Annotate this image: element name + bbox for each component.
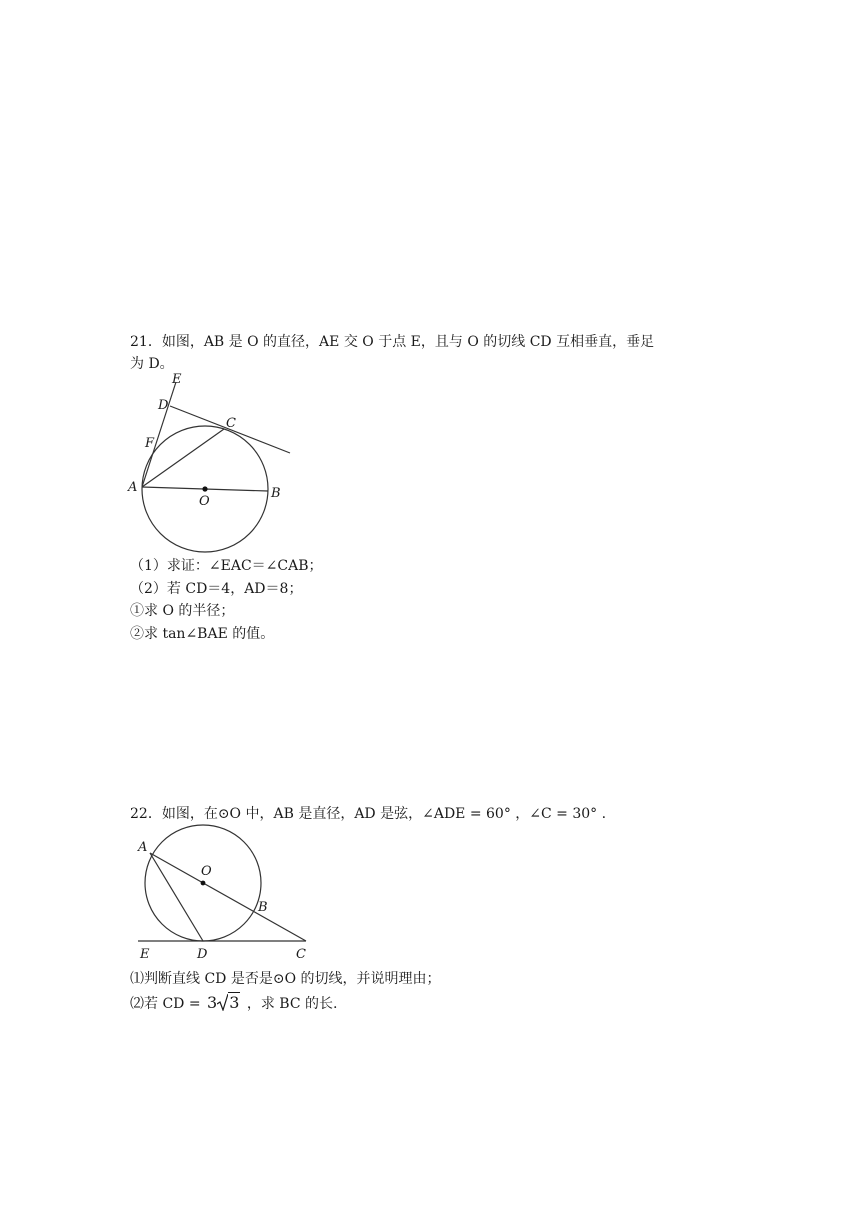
- q22-sub2-suffix: ，求 BC 的长.: [242, 996, 338, 1012]
- q22-label-b: B: [258, 900, 268, 915]
- q21-label-e: E: [172, 372, 182, 387]
- q21-line1: 21．如图，AB 是 O 的直径，AE 交 O 于点 E，且与 O 的切线 CD 互相垂直，垂足: [130, 334, 655, 350]
- q21-sub1: （1）求证：∠EAC＝∠CAB；: [130, 558, 323, 574]
- q22-sub2: [130, 993, 337, 1013]
- q21-label-b: B: [271, 486, 281, 501]
- q21-label-c: C: [226, 416, 236, 431]
- q21-line2: 为 D。: [130, 356, 174, 372]
- q22-sub1: ⑴判断直线 CD 是否是⊙O 的切线，并说明理由；: [130, 971, 441, 987]
- q21-sub2: （2）若 CD＝4，AD＝8；: [130, 581, 303, 597]
- q22-sqrt-coef: 3: [207, 993, 218, 1012]
- q22-label-c: C: [296, 947, 306, 962]
- q21-figure: [120, 368, 300, 558]
- q21-label-o: O: [199, 494, 210, 509]
- q22-sqrt-expression: [207, 993, 240, 1012]
- q22-line1: 22．如图，在⊙O 中，AB 是直径，AD 是弦，∠ADE = 60° ，∠C = 30° .: [130, 806, 607, 822]
- q22-center-point: [201, 881, 206, 886]
- q22-line-ad: [150, 853, 203, 941]
- q21-label-a: A: [128, 480, 138, 495]
- q21-sub3: ①求 O 的半径；: [130, 603, 235, 619]
- q22-label-d: D: [197, 947, 208, 962]
- q22-label-o: O: [201, 864, 212, 879]
- q22-figure: [130, 822, 320, 967]
- q21-sub4: ②求 tan∠BAE 的值。: [130, 626, 275, 642]
- q22-sub2-prefix: ⑵若 CD =: [130, 996, 206, 1012]
- q21-label-d: D: [158, 398, 169, 413]
- q22-label-e: E: [140, 947, 150, 962]
- q21-line-ac: [142, 429, 224, 487]
- q21-center-point: [202, 486, 207, 491]
- q22-label-a: A: [138, 840, 148, 855]
- q22-line-ac: [150, 853, 306, 941]
- q21-label-f: F: [145, 436, 155, 451]
- radical-sign-icon: [217, 993, 228, 1011]
- q22-sqrt-radicand: 3: [229, 993, 240, 1012]
